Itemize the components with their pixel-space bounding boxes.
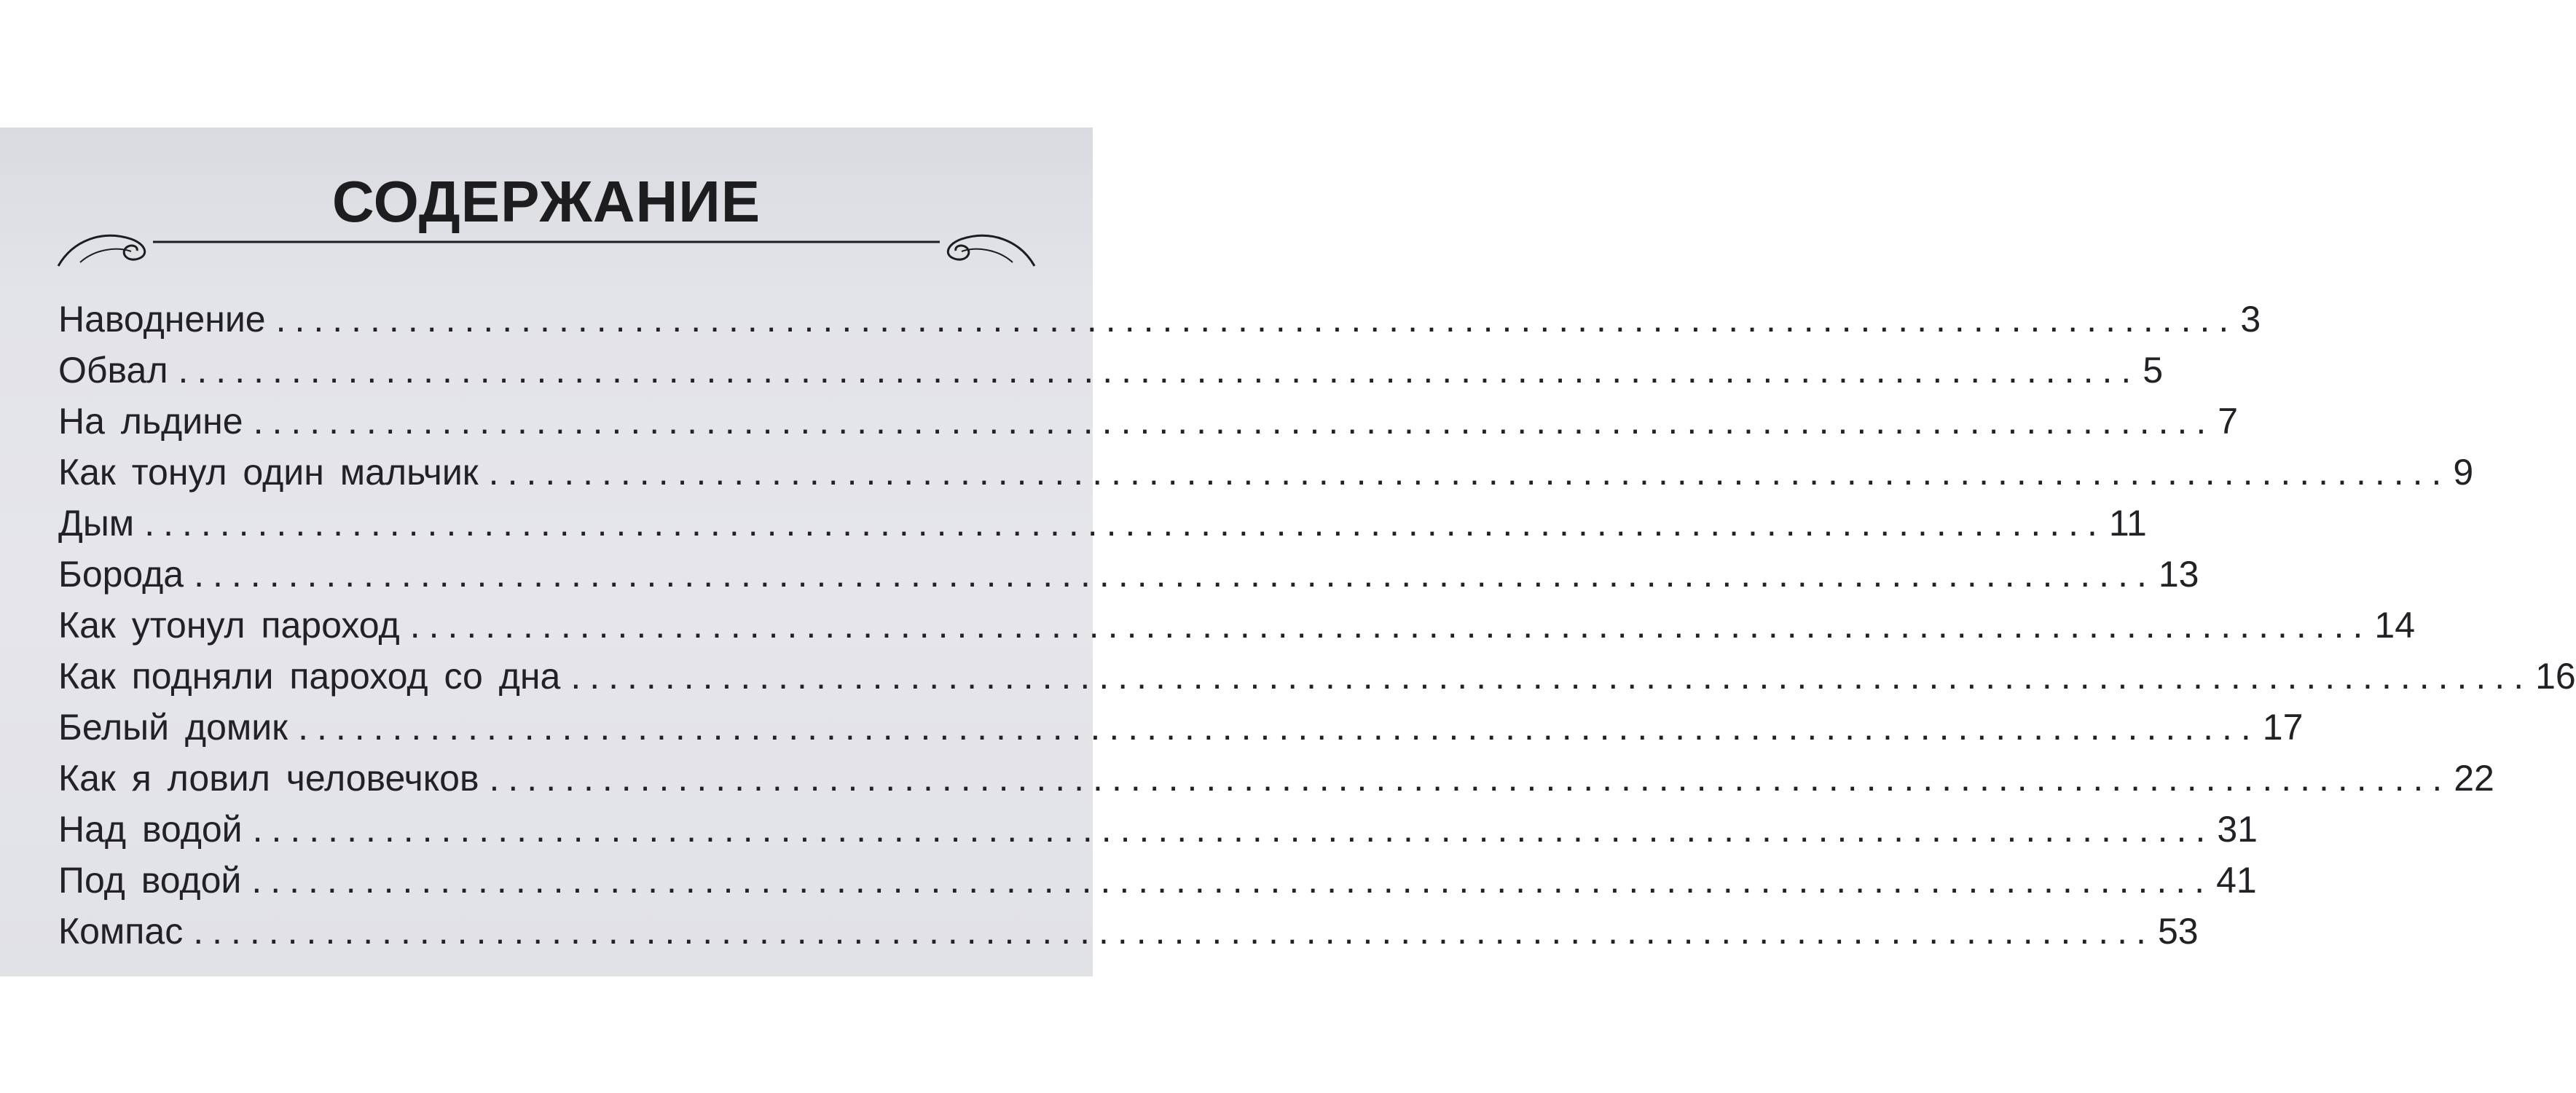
toc-entry-title: Наводнение (58, 299, 266, 340)
toc-entry[interactable] (58, 498, 2147, 549)
toc-entry[interactable] (58, 651, 2576, 702)
toc-entry-title: Под водой (58, 860, 242, 901)
toc-entry-page: 11 (2108, 503, 2147, 544)
toc-entry-title: На льдине (58, 401, 243, 442)
left-flourish-icon (58, 235, 145, 266)
toc-entry-title: Обвал (58, 350, 168, 391)
toc-entry[interactable] (58, 549, 2199, 600)
toc-entry-title: Белый домик (58, 707, 288, 748)
dot-leader: ........................................................................................................ (253, 401, 2215, 442)
toc-entry[interactable] (58, 906, 2199, 957)
toc-entry-title: Как я ловил человечков (58, 758, 479, 799)
toc-entry-title: Компас (58, 911, 184, 952)
toc-entry-title: Борода (58, 554, 184, 595)
book-page (0, 128, 2576, 976)
toc-entry-page: 16 (2535, 656, 2576, 697)
dot-leader: ........................................................................................................ (193, 911, 2155, 952)
right-flourish-icon (948, 235, 1034, 266)
toc-entry-page: 14 (2374, 605, 2416, 646)
ornament-divider (51, 226, 1042, 270)
dot-leader: ........................................................................................................ (409, 605, 2372, 646)
dot-leader: ........................................................................................................ (251, 860, 2214, 901)
toc-entry[interactable] (58, 753, 2494, 804)
table-of-contents (58, 294, 2576, 957)
toc-entry-title: Над водой (58, 809, 243, 850)
dot-leader: ........................................................................................................ (488, 452, 2451, 493)
dot-leader: ........................................................................................................ (252, 809, 2215, 850)
toc-entry-title: Как тонул один мальчик (58, 452, 479, 493)
toc-entry-page: 7 (2218, 401, 2239, 442)
dot-leader: ........................................................................................................ (489, 758, 2451, 799)
toc-entry-page: 3 (2240, 299, 2261, 340)
toc-entry-page: 53 (2157, 911, 2199, 952)
toc-entry-page: 31 (2217, 809, 2258, 850)
toc-entry-title: Как подняли пароход со дна (58, 656, 561, 697)
toc-entry[interactable] (58, 396, 2239, 447)
toc-entry-page: 22 (2454, 758, 2494, 799)
toc-entry[interactable] (58, 804, 2258, 855)
toc-entry-page: 13 (2158, 554, 2199, 595)
dot-leader: ........................................................................................................ (275, 299, 2238, 340)
toc-entry[interactable] (58, 855, 2257, 906)
dot-leader: ........................................................................................................ (144, 503, 2106, 544)
toc-entry-page: 17 (2262, 707, 2304, 748)
dot-leader: ........................................................................................................ (178, 350, 2140, 391)
toc-entry-page: 9 (2453, 452, 2474, 493)
toc-entry[interactable] (58, 447, 2474, 498)
toc-entry-page: 5 (2143, 350, 2164, 391)
toc-entry-title: Дым (58, 503, 135, 544)
dot-leader: ........................................................................................................ (298, 707, 2260, 748)
toc-entry[interactable] (58, 294, 2261, 345)
toc-entry-page: 41 (2216, 860, 2257, 901)
dot-leader: ........................................................................................................ (194, 554, 2156, 595)
toc-entry-title: Как утонул пароход (58, 605, 400, 646)
toc-entry[interactable] (58, 600, 2416, 651)
dot-leader: ........................................................................................................ (570, 656, 2533, 697)
toc-entry[interactable] (58, 345, 2164, 396)
toc-entry[interactable] (58, 702, 2304, 753)
page-title: СОДЕРЖАНИЕ (331, 169, 761, 234)
